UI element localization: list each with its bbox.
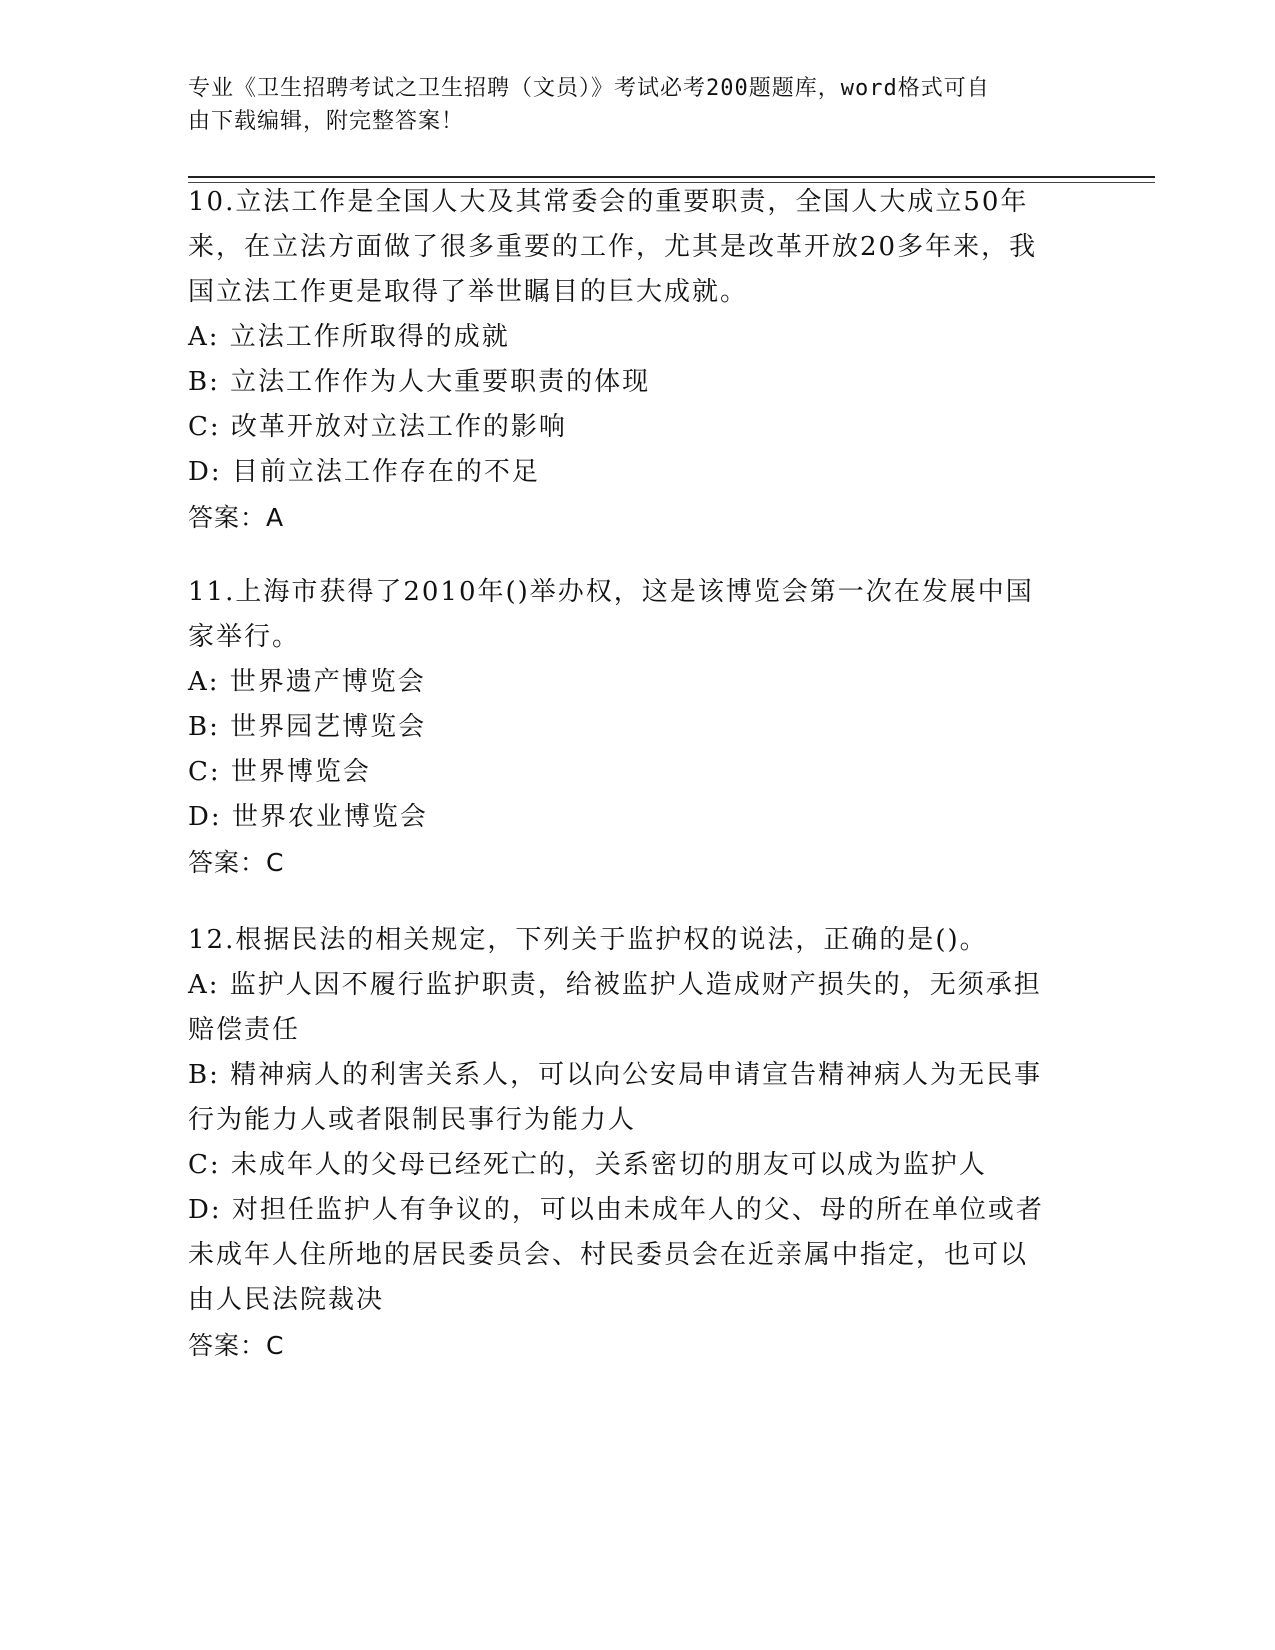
option-a-cont: 赔偿责任 xyxy=(188,1015,301,1045)
header-line: 由下载编辑，附完整答案！ xyxy=(188,109,465,134)
option-d: D: 世界农业博览会 xyxy=(188,802,428,832)
option-c: C: 改革开放对立法工作的影响 xyxy=(188,412,567,442)
question-stem-line: 12.根据民法的相关规定，下列关于监护权的说法，正确的是()。 xyxy=(188,925,988,955)
option-a: A: 立法工作所取得的成就 xyxy=(188,322,510,352)
question-stem-line: 11.上海市获得了2010年()举办权，这是该博览会第一次在发展中国 xyxy=(188,577,1034,607)
option-b: B: 立法工作作为人大重要职责的体现 xyxy=(188,367,651,397)
header-divider xyxy=(188,176,1155,178)
question-11 xyxy=(188,570,1078,885)
question-12 xyxy=(188,918,1078,1368)
question-stem-line: 国立法工作更是取得了举世瞩目的巨大成就。 xyxy=(188,277,749,307)
option-c: C: 世界博览会 xyxy=(188,757,371,787)
option-d: D: 对担任监护人有争议的，可以由未成年人的父、母的所在单位或者 xyxy=(188,1195,1044,1225)
answer: 答案：C xyxy=(188,1331,285,1360)
option-b: B: 精神病人的利害关系人，可以向公安局申请宣告精神病人为无民事 xyxy=(188,1060,1043,1090)
question-stem-line: 来，在立法方面做了很多重要的工作，尤其是改革开放20多年来，我 xyxy=(188,232,1038,262)
document-header xyxy=(188,72,1088,138)
header-line: 专业《卫生招聘考试之卫生招聘（文员）》考试必考200题题库，word格式可自 xyxy=(188,76,990,101)
answer: 答案：C xyxy=(188,848,285,877)
option-b: B: 世界园艺博览会 xyxy=(188,712,427,742)
option-d-cont: 未成年人住所地的居民委员会、村民委员会在近亲属中指定，也可以 xyxy=(188,1240,1029,1270)
option-c: C: 未成年人的父母已经死亡的，关系密切的朋友可以成为监护人 xyxy=(188,1150,987,1180)
option-d-cont: 由人民法院裁决 xyxy=(188,1285,385,1315)
option-b-cont: 行为能力人或者限制民事行为能力人 xyxy=(188,1105,637,1135)
question-stem-line: 家举行。 xyxy=(188,622,301,652)
option-d: D: 目前立法工作存在的不足 xyxy=(188,457,540,487)
option-a: A: 世界遗产博览会 xyxy=(188,667,426,697)
question-10 xyxy=(188,180,1078,540)
option-a: A: 监护人因不履行监护职责，给被监护人造成财产损失的，无须承担 xyxy=(188,970,1042,1000)
answer: 答案：A xyxy=(188,503,285,532)
question-stem-line: 10.立法工作是全国人大及其常委会的重要职责，全国人大成立50年 xyxy=(188,187,1029,217)
